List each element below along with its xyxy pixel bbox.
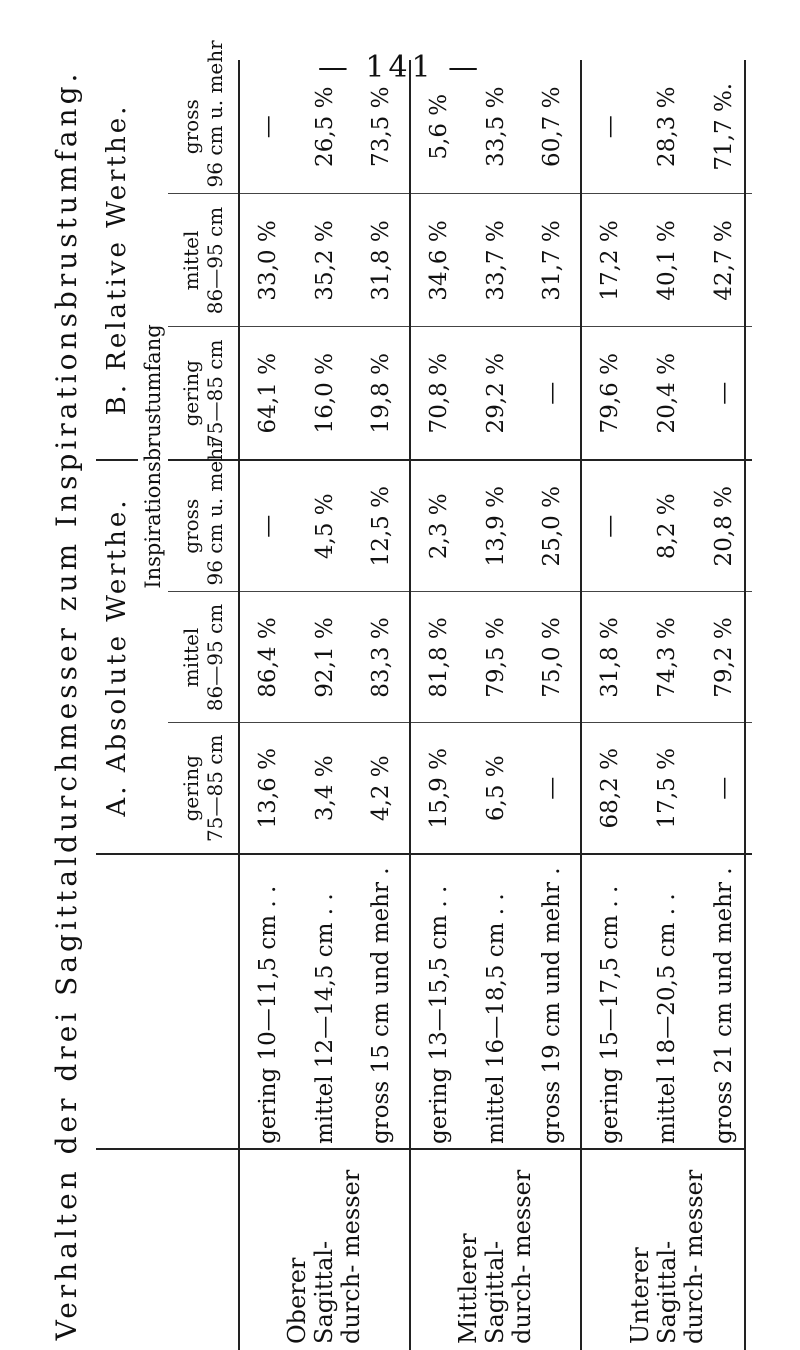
abs-value-cell: 81,8 % (410, 592, 467, 723)
row-label: mittel 18—20,5 cm . . (653, 893, 680, 1144)
rel-value-cell: — (695, 327, 752, 460)
row-label: gering 13—15,5 cm . . (410, 854, 467, 1150)
rel-value-cell: 17,2 % (581, 194, 638, 327)
row-label: gross 15 cm und mehr . (368, 867, 394, 1144)
row-label: mittel 16—18,5 cm . . (482, 893, 509, 1144)
abs-value-cell: 8,2 % (638, 460, 695, 592)
abs-value-cell: 83,3 % (353, 592, 410, 723)
rel-value-cell: 19,8 % (353, 327, 410, 460)
rel-value-cell: 73,5 % (353, 60, 410, 194)
table-caption: Verhalten der drei Sagittaldurchmesser zum Inspirationsbrustumfang. (50, 69, 83, 1341)
abs-value-cell: 25,0 % (524, 460, 581, 592)
abs-value-cell: 92,1 % (296, 592, 353, 723)
header-corner-2 (96, 854, 239, 1150)
rel-value-cell: 20,4 % (638, 327, 695, 460)
rel-value-cell: — (581, 60, 638, 194)
abs-value-cell: 4,2 % (353, 723, 410, 854)
col-header-name: mittel (179, 627, 203, 688)
abs-value-cell: 31,8 % (581, 592, 638, 723)
rel-value-cell: — (239, 60, 296, 194)
rel-value-cell: 5,6 % (410, 60, 467, 194)
col-header-range: 86—95 cm (203, 206, 227, 315)
outer-rule-bottom (744, 60, 746, 1350)
table-row (239, 60, 296, 1350)
col-header-range: 96 cm u. mehr (203, 438, 227, 586)
col-header-name: mittel (179, 230, 203, 291)
abs-value-cell: — (581, 460, 638, 592)
abs-col-header-gross (168, 438, 239, 592)
abs-value-cell: 79,2 % (695, 592, 752, 723)
abs-value-cell: 15,9 % (410, 723, 467, 854)
abs-value-cell: 2,3 % (410, 460, 467, 592)
table-row (581, 60, 638, 1350)
rel-col-header-mittel (168, 194, 239, 327)
rel-col-header-gering (168, 327, 239, 460)
abs-value-cell: 68,2 % (581, 723, 638, 854)
abs-col-header-mittel (168, 592, 239, 723)
col-header-name: gross (179, 99, 203, 155)
header-corner (96, 1150, 239, 1350)
col-header-range: 96 cm u. mehr (203, 40, 227, 188)
abs-value-cell: 17,5 % (638, 723, 695, 854)
rel-value-cell: 60,7 % (524, 60, 581, 194)
rel-value-cell: 28,3 % (638, 60, 695, 194)
abs-value-cell: — (695, 723, 752, 854)
abs-value-cell: 20,8 % (695, 460, 752, 592)
outer-rule-left (96, 1148, 746, 1150)
rel-value-cell: 34,6 % (410, 194, 467, 327)
col-header-range: 75—85 cm (203, 734, 227, 842)
abs-col-header-gering (168, 723, 239, 854)
rel-value-cell: 16,0 % (296, 327, 353, 460)
abs-value-cell: — (524, 723, 581, 854)
rel-value-cell: 40,1 % (638, 194, 695, 327)
abs-value-cell: — (239, 460, 296, 592)
rel-value-cell: 26,5 % (296, 60, 353, 194)
row-label: gross 19 cm und mehr . (539, 867, 565, 1144)
rel-value-cell: 31,7 % (524, 194, 581, 327)
rel-value-cell: 70,8 % (410, 327, 467, 460)
col-header-range: 75—85 cm (203, 339, 227, 447)
group-label: Oberer Sagittal- durch- messer (239, 1150, 410, 1350)
abs-value-cell: 75,0 % (524, 592, 581, 723)
rel-value-cell: 33,5 % (467, 60, 524, 194)
rel-col-header-gross (168, 40, 239, 194)
abs-value-cell: 13,6 % (239, 723, 296, 854)
rel-value-cell: 33,7 % (467, 194, 524, 327)
abs-value-cell: 79,5 % (467, 592, 524, 723)
table-row (410, 60, 467, 1350)
header-relative: B. Relative Werthe. (96, 60, 138, 460)
data-table (96, 40, 752, 1350)
row-label: gering 10—11,5 cm . . (239, 854, 296, 1150)
rel-value-cell: 33,0 % (239, 194, 296, 327)
row-label: mittel 12—14,5 cm . . (311, 893, 338, 1144)
rel-value-cell: 29,2 % (467, 327, 524, 460)
rel-value-cell: 35,2 % (296, 194, 353, 327)
rotated-table-stage (50, 40, 750, 1350)
row-label: gering 15—17,5 cm . . (581, 854, 638, 1150)
rel-value-cell: 31,8 % (353, 194, 410, 327)
col-header-name: gering (179, 755, 203, 822)
group-label: Mittlerer Sagittal- durch- messer (410, 1150, 581, 1350)
header-absolute: A. Absolute Werthe. (96, 460, 138, 854)
rel-value-cell: 42,7 % (695, 194, 752, 327)
abs-value-cell: 4,5 % (296, 460, 353, 592)
rel-value-cell: 64,1 % (239, 327, 296, 460)
header-inspirationsbrustumfang: Inspirationsbrustumfang (138, 60, 168, 854)
rel-value-cell: 79,6 % (581, 327, 638, 460)
abs-value-cell: 74,3 % (638, 592, 695, 723)
rel-value-cell: 71,7 %. (695, 60, 752, 194)
abs-value-cell: 3,4 % (296, 723, 353, 854)
page-number: — 141 — (317, 50, 483, 85)
abs-value-cell: 12,5 % (353, 460, 410, 592)
row-label: gross 21 cm und mehr . (710, 867, 737, 1144)
abs-value-cell: 13,9 % (467, 460, 524, 592)
group-label: Unterer Sagittal- durch- messer (581, 1150, 752, 1350)
col-header-name: gering (179, 360, 203, 427)
col-header-name: gross (179, 498, 203, 554)
col-header-range: 86—95 cm (203, 603, 227, 712)
abs-value-cell: 86,4 % (239, 592, 296, 723)
abs-value-cell: 6,5 % (467, 723, 524, 854)
rel-value-cell: — (524, 327, 581, 460)
